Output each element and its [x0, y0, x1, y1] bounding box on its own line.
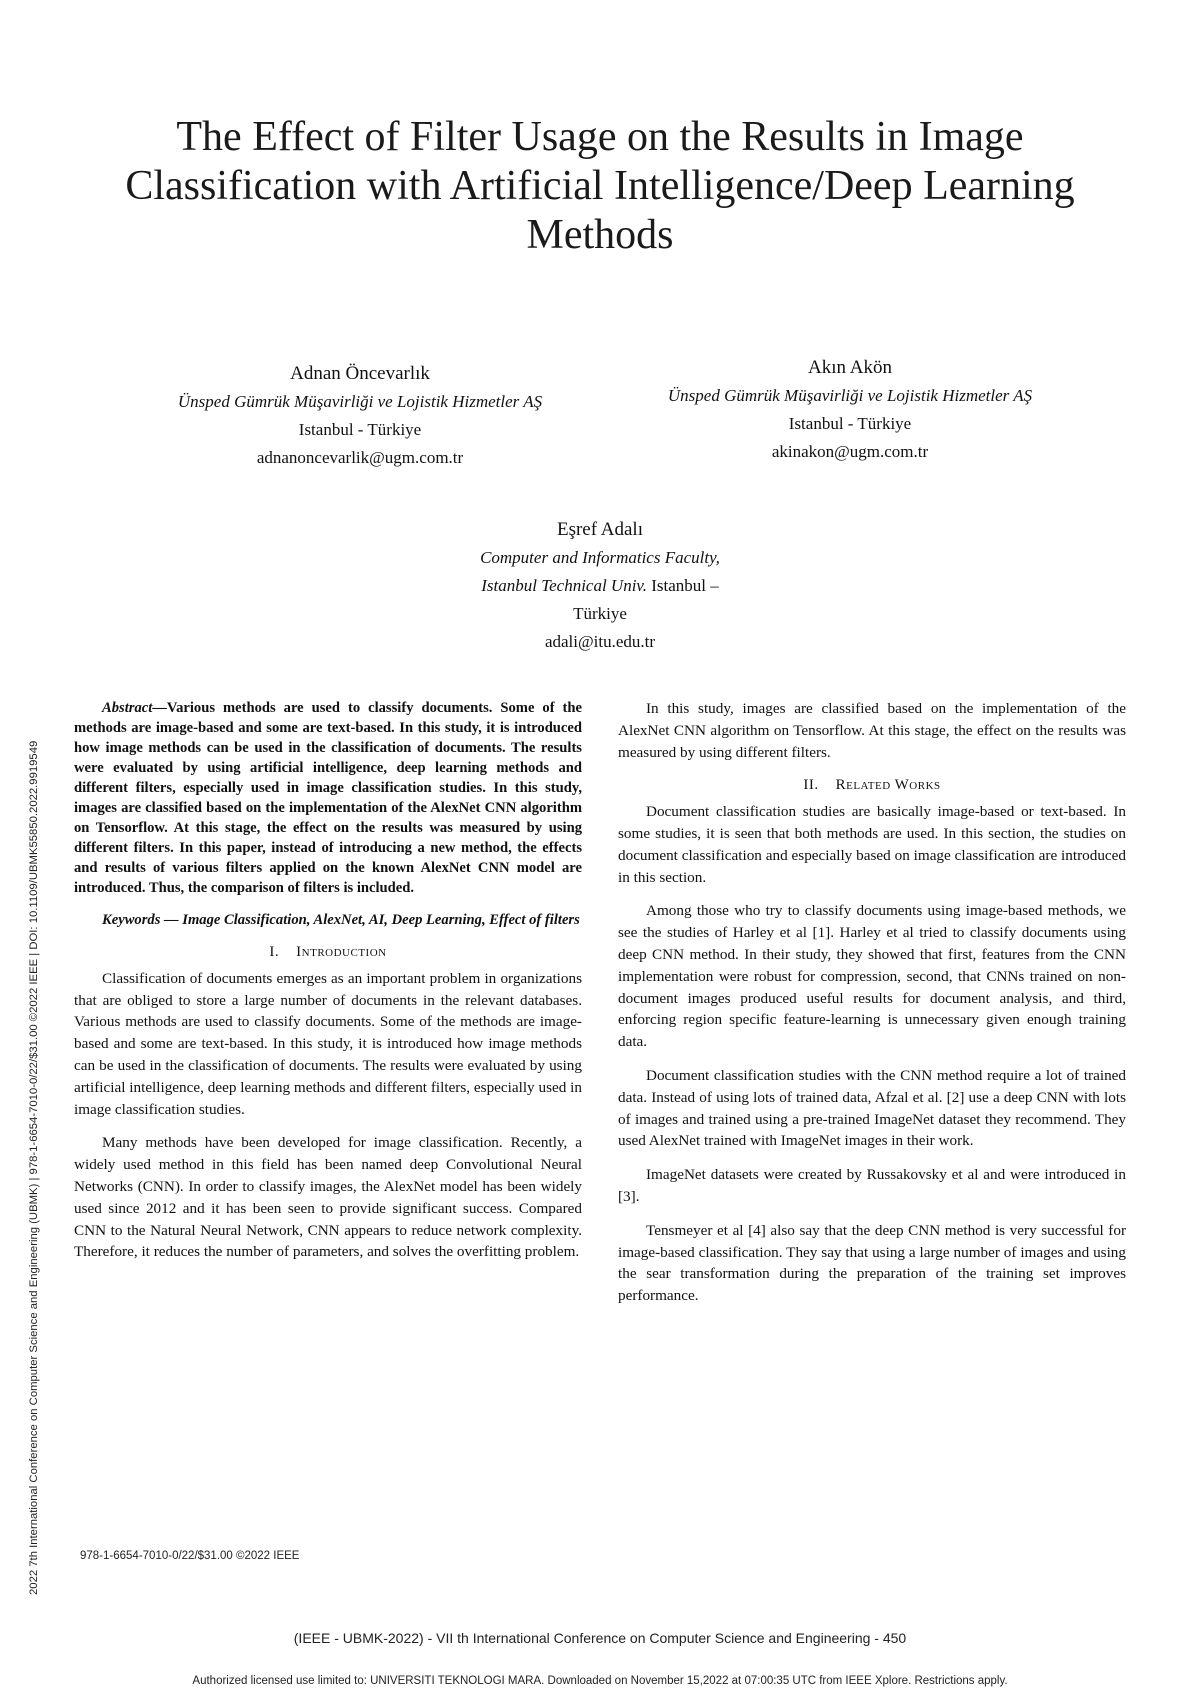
abstract-label: Abstract	[102, 700, 153, 716]
keywords	[74, 910, 582, 930]
authorized-use-notice: Authorized licensed use limited to: UNIVERSITI TEKNOLOGI MARA. Downloaded on November 15,2022 at 07:00:35 UTC from IEEE Xplore. Restrictions apply.	[192, 1675, 1008, 1687]
abstract-text: —Various methods are used to classify documents. Some of the methods are image-based and some are text-based. In this study, it is introduced how image methods can be used in the classification of documents. The results were evaluated by using artificial intelligence, deep learning methods and different filters, especially used in image classification studies. In this study, images are classified based on the implementation of the AlexNet CNN algorithm on Tensorflow. At this stage, the effect on the results was measured by using different filters. In this paper, instead of introducing a new method, the effects and results of various filters applied on the known AlexNet CNN model are introduced. Thus, the comparison of filters is included.	[74, 700, 582, 896]
related-works-paragraph: Document classification studies with the CNN method require a lot of trained data. Instead of using lots of trained data, Afzal et al. [2] use a deep CNN with lots of images and trained using a pre-trained ImageNet dataset they recommend. They used AlexNet trained with ImageNet images in their work.	[618, 1066, 1126, 1150]
author-block-1	[150, 360, 570, 472]
paper-title: The Effect of Filter Usage on the Results in Image Classification with Artificial Intelligence/Deep Learning Methods	[125, 114, 1075, 258]
section-title: Introduction	[296, 944, 387, 960]
author-country: Türkiye	[573, 604, 627, 623]
author-affiliation: Computer and Informatics Faculty,	[480, 548, 720, 567]
related-works-paragraph: ImageNet datasets were created by Russakovsky et al and were introduced in [3].	[618, 1166, 1126, 1205]
section-heading-related-works	[618, 775, 1126, 797]
author-city: Istanbul - Türkiye	[298, 420, 422, 439]
author-affiliation: Ünsped Gümrük Müşavirliği ve Lojistik Hizmetler AŞ	[667, 386, 1033, 405]
author-affiliation-univ: Istanbul Technical Univ.	[481, 576, 647, 595]
doi-side-note: 2022 7th International Conference on Computer Science and Engineering (UBMK) | 978-1-6654-7010-0/22/$31.00 ©2022 IEEE | DOI: 10.1109/UBMK55850.2022.9919549	[28, 740, 40, 1595]
conference-footer: (IEEE - UBMK-2022) - VII th International Conference on Computer Science and Engineering - 450	[293, 1630, 907, 1646]
abstract	[74, 698, 582, 898]
section-number: I.	[269, 944, 280, 960]
body-paragraph: In this study, images are classified based on the implementation of the AlexNet CNN algorithm on Tensorflow. At this stage, the effect on the results was measured by using different filters.	[618, 700, 1126, 761]
intro-paragraph: Many methods have been developed for image classification. Recently, a widely used method in this field has been named deep Convolutional Neural Networks (CNN). In order to classify images, the AlexNet model has been widely used since 2012 and it has been seen to provide significant success. Compared CNN to the Natural Neural Network, CNN appears to reduce network complexity. Therefore, it reduces the number of parameters, and solves the overfitting problem.	[74, 1134, 582, 1261]
author-city: Istanbul - Türkiye	[788, 414, 912, 433]
author-name: Eşref Adalı	[556, 519, 643, 540]
right-column	[618, 698, 1126, 1319]
keywords-text: Image Classification, AlexNet, AI, Deep Learning, Effect of filters	[182, 912, 580, 928]
left-column	[74, 698, 582, 1275]
author-email: adnanoncevarlik@ugm.com.tr	[256, 448, 464, 467]
author-email: akinakon@ugm.com.tr	[771, 442, 929, 461]
copyright-footnote: 978-1-6654-7010-0/22/$31.00 ©2022 IEEE	[80, 1550, 300, 1562]
keywords-label: Keywords —	[102, 912, 183, 928]
author-block-3	[390, 516, 810, 656]
intro-paragraph: Classification of documents emerges as an important problem in organizations that are obliged to store a large number of documents in the relevant databases. Various methods are used to classify documents. Some of the methods are image-based and some are text-based. In this study, it is introduced how image methods can be used in the classification of documents. The results were evaluated by using artificial intelligence, deep learning methods and different filters, especially used in image classification studies.	[74, 969, 582, 1118]
related-works-paragraph: Among those who try to classify documents using image-based methods, we see the studies of Harley et al [1]. Harley et al tried to classify documents using deep CNN method. In their study, they showed that first, features from the CNN implementation were robust for compression, second, that CNNs trained on non-document images produced useful results for document analysis, and third, enforcing region specific feature-learning is unnecessary given enough training data.	[618, 902, 1126, 1051]
related-works-paragraph: Document classification studies are basically image-based or text-based. In some studies, it is seen that both methods are used. In this section, the studies on document classification and especially based on image classification are introduced in this section.	[618, 803, 1126, 886]
related-works-paragraph: Tensmeyer et al [4] also say that the deep CNN method is very successful for image-based classification. They say that using a large number of images and using the sear transformation during the preparation of the training set improves performance.	[618, 1221, 1126, 1305]
author-email: adali@itu.edu.tr	[544, 632, 656, 651]
section-title: Related Works	[835, 777, 941, 794]
author-name: Adnan Öncevarlık	[290, 363, 430, 384]
author-affiliation: Ünsped Gümrük Müşavirliği ve Lojistik Hizmetler AŞ	[177, 392, 543, 411]
section-heading-introduction	[74, 942, 582, 964]
author-block-2	[640, 354, 1060, 466]
author-city: Istanbul –	[646, 576, 719, 595]
section-number: II.	[803, 777, 819, 794]
author-name: Akın Akön	[808, 357, 892, 378]
